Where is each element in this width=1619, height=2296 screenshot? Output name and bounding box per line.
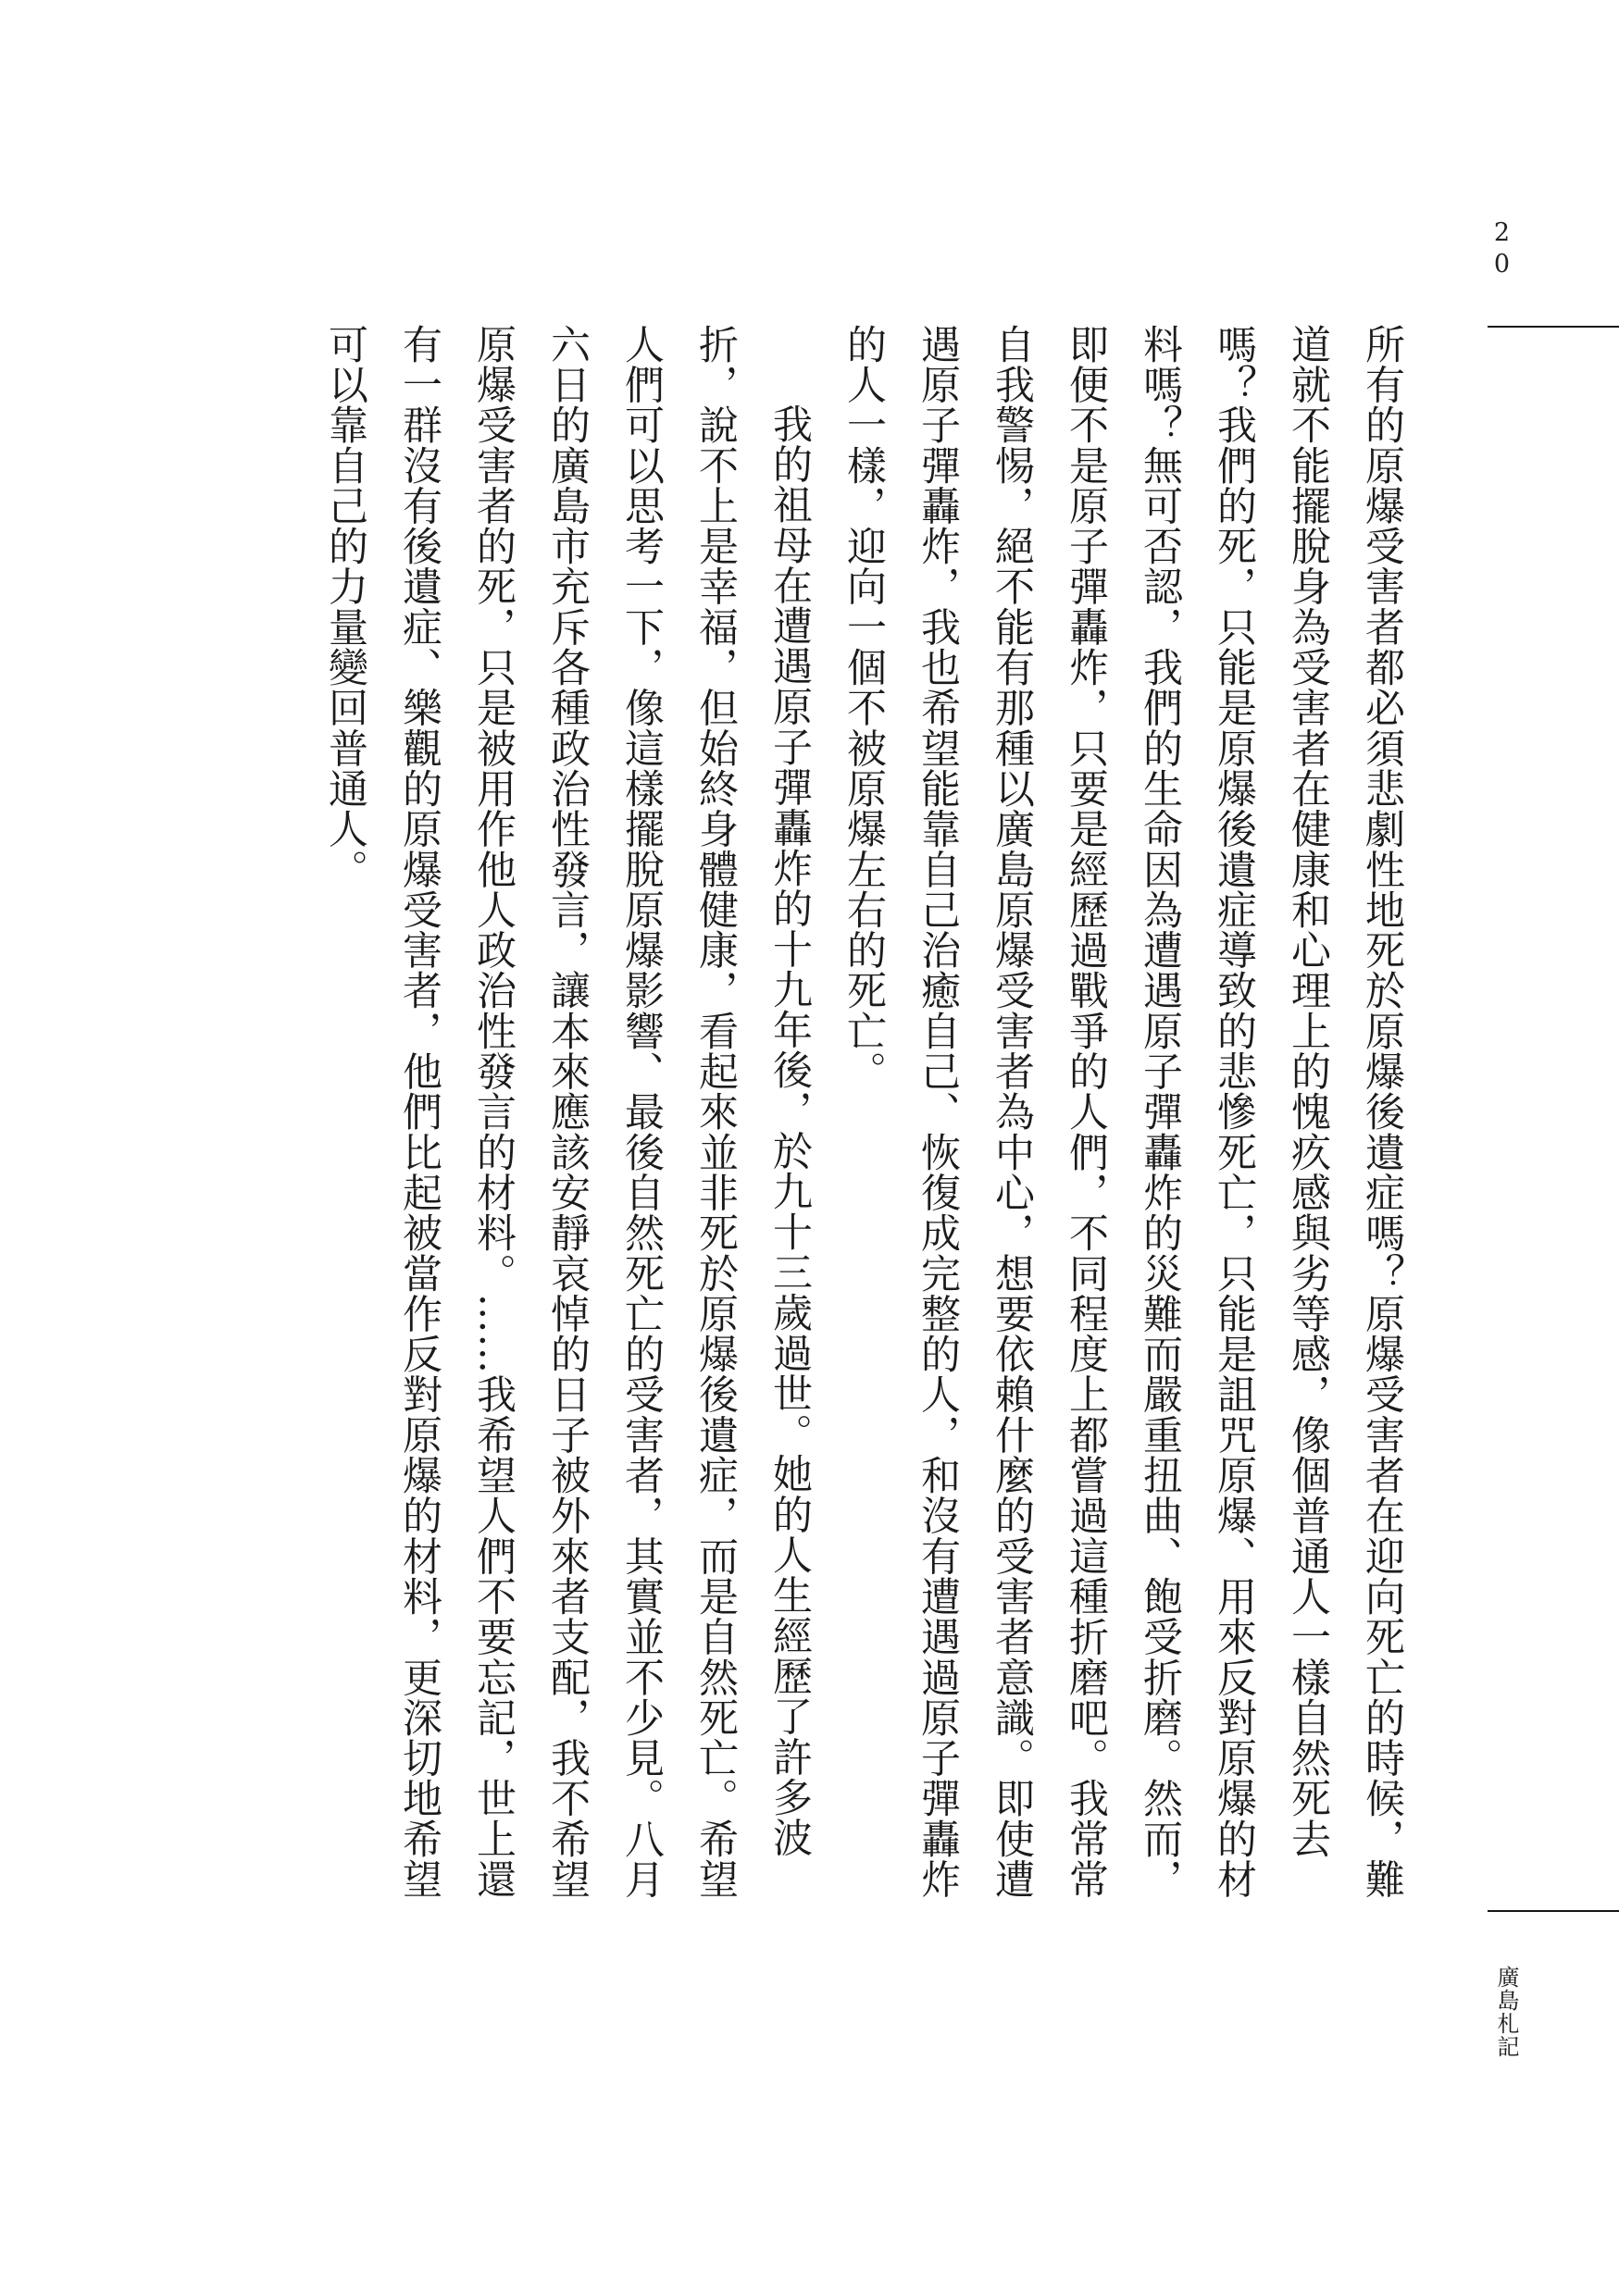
page-number: 20 xyxy=(1488,218,1516,281)
body-text xyxy=(308,324,1419,1902)
paragraph-2: 我的祖母在遭遇原子彈轟炸的十九年後，於九十三歲過世。她的人生經歷了許多波折，說不上是幸福，但始終身體健康，看起來並非死於原爆後遺症，而是自然死亡。希望人們可以思考一下，像這樣擺脫原爆影響、最後自然死亡的受害者，其實並不少見。八月六日的廣島市充斥各種政治性發言，讓本來應該安靜哀悼的日子被外來者支配，我不希望原爆受害者的死，只是被用作他人政治性發言的材料。……我希望人們不要忘記，世上還有一群沒有後遺症、樂觀的原爆受害者，他們比起被當作反對原爆的材料，更深切地希望可以靠自己的力量變回普通人。 xyxy=(322,324,813,1900)
footer-rule xyxy=(1488,1910,1619,1912)
running-title: 廣島札記 xyxy=(1493,1966,1519,2058)
paragraph-1: 所有的原爆受害者都必須悲劇性地死於原爆後遺症嗎？原爆受害者在迎向死亡的時候，難道就不能擺脫身為受害者在健康和心理上的愧疚感與劣等感，像個普通人一樣自然死去嗎？我們的死，只能是原爆後遺症導致的悲慘死亡，只能是詛咒原爆、用來反對原爆的材料嗎？無可否認，我們的生命因為遭遇原子彈轟炸的災難而嚴重扭曲、飽受折磨。然而，即便不是原子彈轟炸，只要是經歷過戰爭的人們，不同程度上都嘗過這種折磨吧。我常常自我警惕，絕不能有那種以廣島原爆受害者為中心，想要依賴什麼的受害者意識。即使遭遇原子彈轟炸，我也希望能靠自己治癒自己、恢復成完整的人，和沒有遭遇過原子彈轟炸的人一樣，迎向一個不被原爆左右的死亡。 xyxy=(841,324,1405,1900)
header-rule xyxy=(1488,326,1619,328)
